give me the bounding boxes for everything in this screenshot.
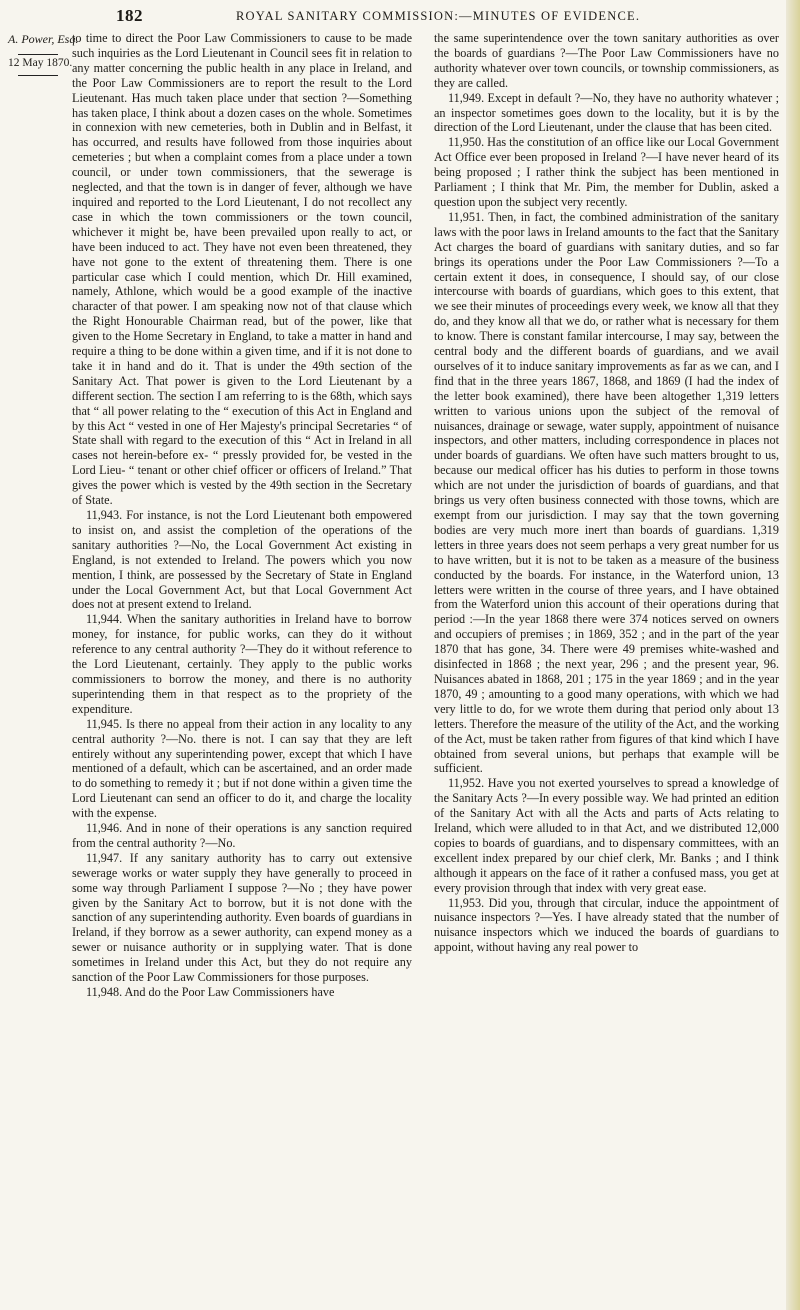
paragraph: 11,949. Except in default ?—No, they have no authority whatever ; an inspector sometimes goes down to the locality, but it is by the direction of the Lord Lieutenant, under the clause that has been cited. <box>434 90 779 135</box>
paragraph: 11,946. And in none of their operations is any sanction required from the central authority ?—No. <box>72 821 412 850</box>
page-edge <box>786 0 800 1310</box>
left-column <box>72 31 412 1000</box>
running-head: ROYAL SANITARY COMMISSION:—MINUTES OF EVIDENCE. <box>236 9 641 23</box>
evidence-date: 12 May 1870. <box>8 57 73 69</box>
paragraph: 11,943. For instance, is not the Lord Lieutenant both empowered to insist on, and assist the completion of the operations of the sanitary authorities ?—No, the Local Government Act existing in England, is not extended to Ireland. The powers which you now mention, I think, are possessed by the Secretary of State in England under the Local Government Act, but that Local Government Act does not at present extend to Ireland. <box>72 508 412 612</box>
paragraph: 11,952. Have you not exerted yourselves to spread a knowledge of the Sanitary Acts ?—In every possible way. We had printed an edition of the Sanitary Act with all the Acts and parts of Acts relating to Ireland, which were alluded to in that Act, and we distributed 12,000 copies to boards of guardians, and to dispensary committees, with an excellent index prepared by our chief clerk, Mr. Banks ; and I think although it appears on the face of it rather a confused mass, you get at every provision through that index with very great ease. <box>434 776 779 895</box>
paragraph: 11,953. Did you, through that circular, induce the appointment of nuisance inspectors ?—Yes. I have already stated that the number of nuisance inspectors which we induced the boards of guardians to appoint, without having any real power to <box>434 895 779 955</box>
page-number: 182 <box>116 6 143 25</box>
paragraph: 11,947. If any sanitary authority has to carry out extensive sewerage works or water supply they have generally to proceed in some way through Parliament I suppose ?—No ; they have power given by the Sanitary Act to borrow, but it is not done with the sanction of any superintending authority. Even boards of guardians in Ireland, if they borrow as a sewer authority, can expend money as a sewer or nuisance authority or in supplying water. That is done sometimes in Ireland under this Act, but they do not require any sanction of the Poor Law Commissioners for those purposes. <box>72 850 412 985</box>
paragraph: the same superintendence over the town sanitary authorities as over the boards of guardians ?—The Poor Law Commissioners have no authority whatever over town councils, or township commissioners, as they are called. <box>434 31 779 90</box>
witness-name: A. Power, Esq. <box>8 32 79 46</box>
margin-rule <box>18 54 58 55</box>
paragraph: 11,948. And do the Poor Law Commissioners have <box>86 985 335 999</box>
paragraph: 11,950. Has the constitution of an office like our Local Government Act Office ever been proposed in Ireland ?—I have never heard of its being proposed ; I rather think the subject has been mentioned in Parliament ; I think that Mr. Pim, the member for Dublin, asked a question upon the subject very recently. <box>434 135 780 209</box>
paragraph: 11,945. Is there no appeal from their action in any locality to any central authority ?—No. there is not. I can say that they are left entirely without any superintending power, except that which I have mentioned of a default, which can be ascertained, and an order made to do something to remedy it ; but if not done within a given time the Lord Lieutenant can send an officer to do it, and charge the locality with the expense. <box>72 716 412 821</box>
margin-rule <box>18 75 58 76</box>
paragraph: 11,944. When the sanitary authorities in Ireland have to borrow money, for instance, for public works, can they do it without reference to any central authority ?—They do it without reference to the Lord Lieutenant, certainly. They apply to the public works commissioners to borrow the money, and there is no authority superintending them in that respect as to the propriety of the expenditure. <box>72 612 412 716</box>
paragraph: 11,951. Then, in fact, the combined administration of the sanitary laws with the poor laws in Ireland amounts to the fact that the Sanitary Act charges the board of guardians with sanitary duties, and so far brings its operations under the Poor Law Commissioners ?—To a certain extent it does, in consequence, I should say, of our close intercourse with boards of guardians, which goes to this extent, that we see their minutes of proceedings every week, we know all that they do, and they know all that we do, or rather what is necessary for them to know. There is constant familar intercourse, I may say, between the central body and the different boards of guardians, and we avail ourselves of it to induce sanitary improvements as far as we can, and I find that in the three years 1867, 1868, and 1869 (I had the index of the letter book examined), there have been altogether 1,319 letters written to various unions upon the subject of the removal of nuisances, drainage or sewage, water supply, appointment of nuisance inspectors, and other matters, including correspondence in places not under boards of guardians. We often have such matters brought to us, because our medical officer has his duties to perform in those towns which are not under the jurisdiction of boards of guardians, and that brings us very often business connected with those towns, which are exempt from our jurisdiction. I may say that the town governing bodies are very much more inert than boards of guardians. 1,319 letters in three years does not seem perhaps a very great number for us to have written, but it is not to be taken as a measure of the business conducted by the boards. For instance, in the Waterford union, 13 letters were written in the course of three years, and I have obtained from the Waterford union this account of their operations during that period :—In the year 1868 there were 374 notices served on owners and occupiers of premises ; in 1869, 352 ; and in the part of the year 1870 that has gone, 34. There were 49 premises white-washed and disinfected in 1868 ; the next year, 296 ; and the present year, 96. Nuisances abated in 1868, 201 ; 175 in the year 1869 ; and in the year 1870, 49 ; amounting to a good many operations, with which we had very little to do, for we wrote them during that period only about 13 letters. Therefore the measure of the utility of the Act, and the working of the Act, must be taken rather from figures of that kind which I have obtained from several unions, but perhaps that example will be sufficient. <box>434 209 779 776</box>
paragraph: to time to direct the Poor Law Commissioners to cause to be made such inquiries as the Lord Lieutenant in Council sees fit in relation to any matter concerning the public health in any place in Ireland, and the Poor Law Commissioners are to report the result to the Lord Lieutenant. Has much taken place under that section ?—Something has taken place, I think about a dozen cases on the whole. Sometimes in connexion with new cemeteries, both in Dublin and in Belfast, it has occurred, and results have followed from those inquiries about cemeteries ; but when a complaint comes from a place under a town council, or under town commissioners, that the sewerage is neglected, and that the town is in danger of fever, although we have inquired and reported to the Lord Lieutenant, I do not recollect any case in which the town commissioners or the town council, whichever it might be, have been prevailed upon really to act, or have been induced to act. They have not even been threatened, they have not gone to the extent of threatening them. There is one particular case which I could mention, which Dr. Hill examined, namely, Athlone, which would be a good example of the inactive character of that power. I am speaking now not of that clause which the Right Honourable Chairman read, but of the power, like that given to the Home Secretary in England, to take a matter in hand and require a thing to be done within a given time, and if it is not done to take it in hand and do it. That is under the 49th section of the Sanitary Act. That power is given to the Lord Lieutenant by a different section. The section I am referring to is the 68th, which says that “ all power relating to the “ execution of this Act in England and by this Act “ vested in one of Her Majesty's principal Secretaries “ of State shall with regard to the execution of this “ Act in Ireland in all cases not herein-before ex- “ pressly provided for, be vested in the Lord Lieu- “ tenant or other chief officer or officers of Ireland.” That gives the power which is vested by the 49th section in the Secretary of State. <box>72 31 412 508</box>
right-column <box>434 31 779 955</box>
